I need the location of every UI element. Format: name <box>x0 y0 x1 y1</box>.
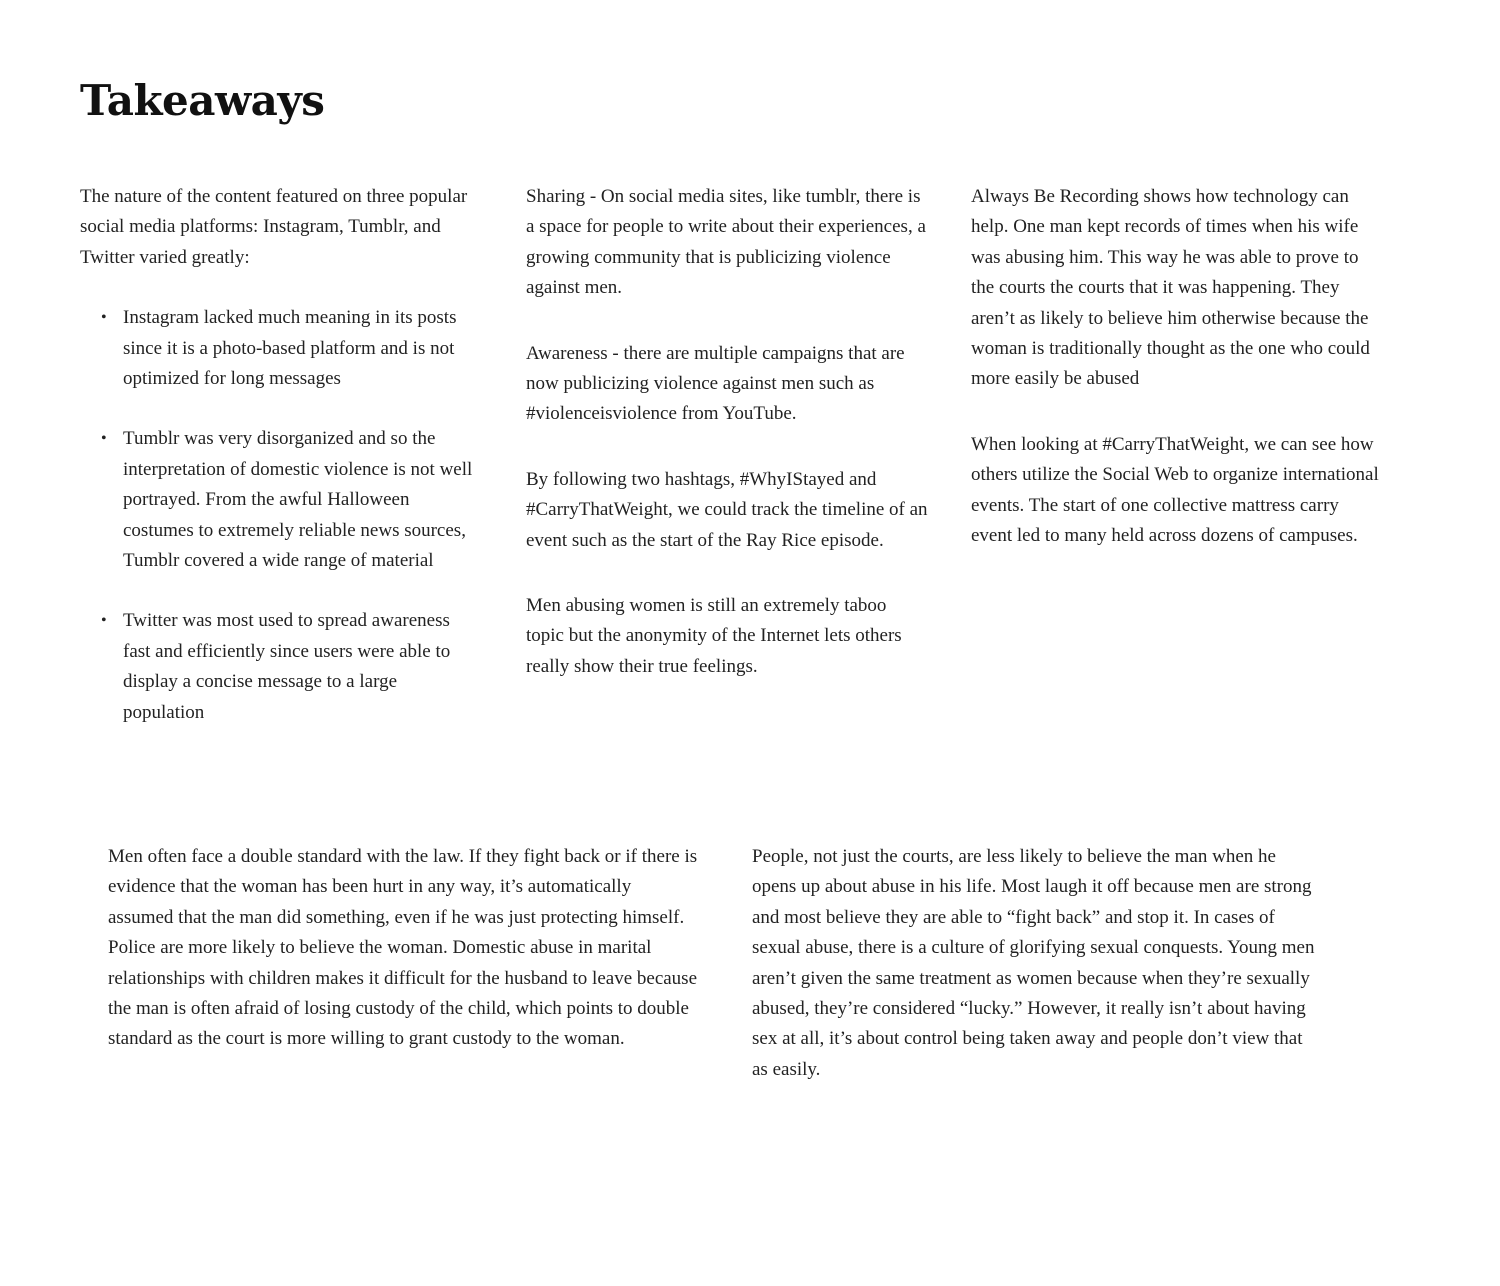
column-recording-events <box>971 182 1381 586</box>
page-title: Takeaways <box>80 76 325 125</box>
column-sharing-awareness <box>526 182 928 717</box>
list-item-instagram: • Instagram lacked much meaning in its posts since it is a photo-based platform and is not optimized for long messages <box>123 303 480 394</box>
bottom-left-section <box>108 842 698 1055</box>
intro-paragraph: The nature of the content featured on three popular social media platforms: Instagram, Tumblr, and Twitter varied greatly: <box>80 186 468 268</box>
paragraph-awareness: Awareness - there are multiple campaigns that are now publicizing violence against men such as #violenceisviolence from YouTube. <box>526 342 905 425</box>
paragraph-taboo: Men abusing women is still an extremely taboo topic but the anonymity of the Internet lets others really show their true feelings. <box>526 595 902 677</box>
paragraph-perception: People, not just the courts, are less likely to believe the man when he opens up about abuse in his life. Most laugh it off because men are strong and most believe they are able to “fight back” and stop it. In cases of sexual abuse, there is a culture of glorifying sexual conquests. Young men aren’t given the same treatment as women because when they’re sexually abused, they’re considered “lucky.” However, it really isn’t about having sex at all, it’s about control being taken away and people don’t view that as easily. <box>752 846 1315 1080</box>
paragraph-recording: Always Be Recording shows how technology can help. One man kept records of times when his wife was abusing him. This way he was able to prove to the courts the courts that it was happening. They aren’t as likely to believe him otherwise because the woman is traditionally thought as the one who could more easily be abused <box>971 186 1370 390</box>
list-item-tumblr: • Tumblr was very disorganized and so the interpretation of domestic violence is not well portrayed. From the awful Halloween costumes to extremely reliable news sources, Tumblr covered a wide range of material <box>123 424 480 576</box>
column-platforms <box>80 182 480 758</box>
platform-list <box>80 303 480 728</box>
bottom-right-section <box>752 842 1322 1085</box>
paragraph-hashtags: By following two hashtags, #WhyIStayed and #CarryThatWeight, we could track the timeline of an event such as the start of the Ray Rice episode. <box>526 468 928 551</box>
paragraph-carry-that-weight: When looking at #CarryThatWeight, we can see how others utilize the Social Web to organize international events. The start of one collective mattress carry event led to many held across dozens of campuses. <box>971 433 1379 547</box>
list-item-twitter: • Twitter was most used to spread awareness fast and efficiently since users were able to display a concise message to a large population <box>123 606 480 728</box>
paragraph-sharing: Sharing - On social media sites, like tumblr, there is a space for people to write about their experiences, a growing community that is publicizing violence against men. <box>526 186 926 299</box>
paragraph-double-standard: Men often face a double standard with the law. If they fight back or if there is evidence that the woman has been hurt in any way, it’s automatically assumed that the man did something, even if he was just protecting himself. Police are more likely to believe the woman. Domestic abuse in marital relationships with children makes it difficult for the husband to leave because the man is often afraid of losing custody of the child, which points to double standard as the court is more willing to grant custody to the woman. <box>108 846 698 1050</box>
